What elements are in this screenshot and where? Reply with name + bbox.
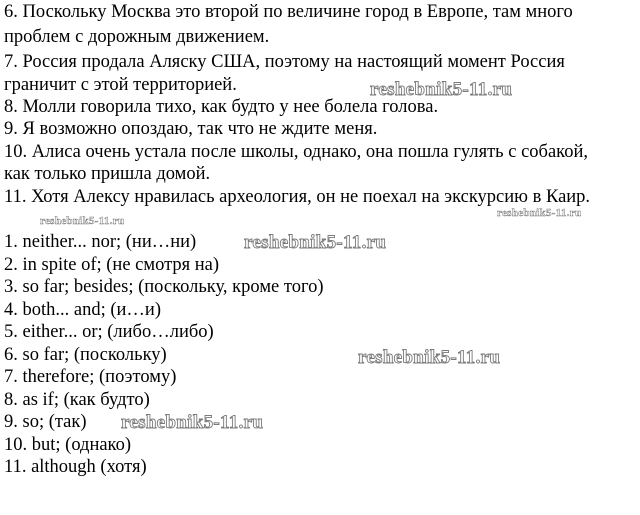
- answer-3: 3. so far; besides; (поскольку, кроме того): [4, 277, 324, 297]
- answer-6: 6. so far; (поскольку): [4, 345, 167, 365]
- sentence-7-line-1: 7. Россия продала Аляску США, поэтому на настоящий момент Россия: [4, 52, 565, 72]
- answer-11: 11. although (хотя): [4, 457, 147, 477]
- watermark: reshebnik5-11.ru: [358, 347, 501, 368]
- answer-4: 4. both... and; (и…и): [4, 300, 161, 320]
- sentence-6-line-2: проблем с дорожным движением.: [4, 27, 270, 47]
- sentence-7-line-2: граничит с этой территорией.: [4, 75, 237, 95]
- sentence-10-line-1: 10. Алиса очень устала после школы, однако, она пошла гулять с собакой,: [4, 142, 588, 162]
- answer-9: 9. so; (так): [4, 412, 87, 432]
- answer-7: 7. therefore; (поэтому): [4, 367, 177, 387]
- answer-5: 5. either... or; (либо…либо): [4, 322, 214, 342]
- sentence-6-line-1: 6. Поскольку Москва это второй по величине город в Европе, там много: [4, 2, 573, 22]
- watermark: reshebnik5-11.ru: [40, 215, 125, 227]
- sentence-11: 11. Хотя Алексу нравилась археология, он не поехал на экскурсию в Каир.: [4, 187, 591, 207]
- answer-1: 1. neither... nor; (ни…ни): [4, 232, 197, 252]
- answer-2: 2. in spite of; (не смотря на): [4, 255, 220, 275]
- sentence-8: 8. Молли говорила тихо, как будто у нее болела голова.: [4, 97, 439, 117]
- watermark: reshebnik5-11.ru: [121, 412, 264, 433]
- watermark: reshebnik5-11.ru: [244, 232, 387, 253]
- watermark: reshebnik5-11.ru: [370, 79, 513, 100]
- answer-10: 10. but; (однако): [4, 435, 132, 455]
- sentence-9: 9. Я возможно опоздаю, так что не ждите меня.: [4, 119, 378, 139]
- sentence-10-line-2: как только пришла домой.: [4, 164, 211, 184]
- watermark: reshebnik5-11.ru: [497, 207, 582, 219]
- answer-8: 8. as if; (как будто): [4, 390, 150, 410]
